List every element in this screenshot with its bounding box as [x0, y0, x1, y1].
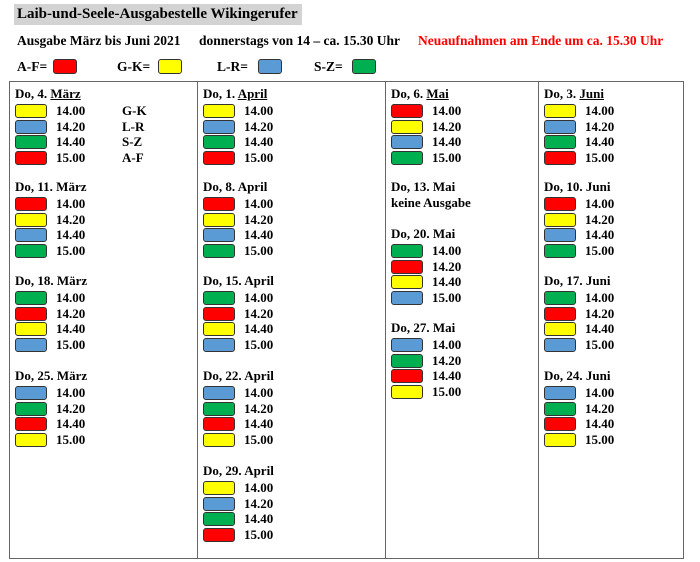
week-block [391, 86, 462, 166]
slot-time: 14.20 [585, 118, 615, 134]
slot-time: 15.00 [432, 150, 462, 166]
schedule-table [9, 81, 684, 559]
week-date [544, 368, 610, 384]
week-date [15, 368, 87, 384]
week-block [15, 368, 88, 448]
legend-swatch-a-f [53, 59, 77, 74]
slot-group: G-K [122, 103, 147, 118]
slot-time: 14.40 [244, 321, 274, 337]
slot-time: 14.40 [244, 227, 274, 243]
slot-time: 14.00 [585, 196, 615, 211]
slot-time: 14.20 [56, 305, 86, 321]
slot-time: 15.00 [585, 337, 615, 353]
week-date [391, 86, 449, 102]
slot-time: 14.20 [244, 400, 274, 416]
slot-color-swatch [544, 151, 576, 165]
slot-time: 14.00 [432, 337, 462, 352]
slot-time: 14.40 [432, 274, 462, 290]
slot-color-swatch [203, 528, 235, 542]
slot-color-swatch [203, 291, 235, 305]
week-day: Do, 8. [203, 179, 236, 194]
no-distribution-note: keine Ausgabe [391, 195, 471, 210]
slot-time: 15.00 [244, 243, 274, 259]
slot-color-swatch [203, 213, 235, 227]
slot-time: 14.20 [244, 211, 274, 227]
slot-color-swatch [203, 307, 235, 321]
week-block [203, 273, 274, 353]
week-day: Do, 6. [391, 86, 424, 101]
slot-time: 15.00 [244, 432, 274, 448]
slot-color-swatch [15, 386, 47, 400]
slot-group: A-F [122, 150, 144, 166]
slot-color-swatch [544, 228, 576, 242]
legend-label-g-k: G-K= [117, 59, 151, 74]
week-date [391, 320, 455, 336]
slot-color-swatch [391, 135, 423, 149]
slot-color-swatch [203, 402, 235, 416]
slot-color-swatch [544, 244, 576, 258]
slot-color-swatch [544, 433, 576, 447]
slot-time: 14.00 [244, 196, 274, 211]
week-month: Juni [585, 273, 611, 288]
week-block [391, 179, 471, 211]
slot-color-swatch [15, 213, 47, 227]
week-month: März [56, 179, 87, 194]
slot-color-swatch [203, 151, 235, 165]
week-date [203, 179, 267, 195]
slot-color-swatch [544, 307, 576, 321]
week-day: Do, 25. [15, 368, 54, 383]
week-block [391, 320, 462, 400]
week-month: März [56, 273, 88, 288]
legend-swatch-s-z [352, 59, 376, 74]
slot-color-swatch [203, 417, 235, 431]
slot-time: 14.00 [56, 196, 86, 211]
slot-time: 14.00 [585, 290, 615, 305]
week-month: März [56, 368, 88, 383]
slot-color-swatch [203, 497, 235, 511]
week-month: Juni [585, 368, 611, 383]
slot-color-swatch [544, 213, 576, 227]
slot-time: 14.00 [56, 103, 86, 118]
slot-time: 14.00 [244, 480, 274, 495]
week-block [544, 86, 615, 166]
slot-color-swatch [203, 244, 235, 258]
week-month: April [244, 463, 274, 478]
week-date [15, 179, 86, 195]
column-divider [385, 82, 386, 558]
week-date [15, 273, 87, 289]
slot-color-swatch [391, 338, 423, 352]
slot-color-swatch [544, 291, 576, 305]
week-day: Do, 24. [544, 368, 583, 383]
slot-time: 14.00 [244, 103, 274, 118]
slot-color-swatch [15, 307, 47, 321]
slot-time: 14.40 [585, 227, 615, 243]
slot-color-swatch [391, 104, 423, 118]
slot-color-swatch [203, 433, 235, 447]
week-month: Juni [579, 86, 604, 101]
slot-time: 15.00 [56, 243, 86, 259]
week-date [544, 179, 610, 195]
slot-group: S-Z [122, 134, 143, 150]
week-day: Do, 11. [15, 179, 53, 194]
slot-color-swatch [203, 228, 235, 242]
slot-color-swatch [15, 291, 47, 305]
slot-color-swatch [544, 104, 576, 118]
week-date [203, 463, 274, 479]
week-month: April [244, 368, 274, 383]
slot-color-swatch [15, 120, 47, 134]
slot-time: 14.40 [56, 134, 86, 150]
slot-color-swatch [15, 417, 47, 431]
slot-time: 14.20 [432, 118, 462, 134]
legend-label-a-f: A-F= [17, 59, 48, 74]
week-date [203, 368, 274, 384]
slot-time: 14.20 [56, 211, 86, 227]
slot-color-swatch [15, 402, 47, 416]
slot-color-swatch [544, 197, 576, 211]
week-day: Do, 15. [203, 273, 242, 288]
slot-color-swatch [203, 135, 235, 149]
slot-time: 15.00 [56, 337, 86, 353]
slot-time: 15.00 [244, 527, 274, 543]
slot-time: 14.20 [585, 211, 615, 227]
column-divider [538, 82, 539, 558]
slot-color-swatch [391, 275, 423, 289]
slot-time: 14.40 [585, 321, 615, 337]
slot-color-swatch [203, 386, 235, 400]
week-month: Mai [432, 320, 456, 335]
slot-color-swatch [203, 120, 235, 134]
week-date [15, 86, 81, 102]
slot-time: 14.00 [56, 385, 86, 400]
slot-time: 14.00 [432, 103, 462, 118]
week-month: April [237, 86, 268, 101]
slot-time: 14.00 [244, 290, 274, 305]
legend-swatch-g-k [158, 59, 182, 74]
slot-color-swatch [203, 481, 235, 495]
week-date [544, 273, 610, 289]
week-day: Do, 17. [544, 273, 583, 288]
week-date [391, 179, 471, 195]
distribution-period: Ausgabe März bis Juni 2021 [17, 33, 181, 48]
slot-time: 14.20 [432, 352, 462, 368]
week-month: April [237, 179, 268, 194]
slot-color-swatch [15, 151, 47, 165]
week-date [203, 86, 267, 102]
slot-time: 14.20 [432, 258, 462, 274]
week-day: Do, 29. [203, 463, 242, 478]
week-day: Do, 18. [15, 273, 54, 288]
week-month: März [50, 86, 81, 101]
legend-swatch-l-r [258, 59, 282, 74]
slot-time: 14.20 [585, 400, 615, 416]
slot-time: 14.00 [585, 103, 615, 118]
new-registrations-notice: Neuaufnahmen am Ende um ca. 15.30 Uhr [418, 33, 664, 48]
slot-time: 14.40 [585, 416, 615, 432]
week-day: Do, 1. [203, 86, 236, 101]
slot-time: 15.00 [56, 432, 86, 448]
slot-time: 14.20 [56, 118, 86, 134]
week-day: Do, 10. [544, 179, 583, 194]
slot-time: 14.40 [56, 321, 86, 337]
slot-color-swatch [544, 338, 576, 352]
slot-time: 14.40 [56, 416, 86, 432]
week-month: Mai [432, 226, 456, 241]
week-day: Do, 3. [544, 86, 577, 101]
slot-time: 14.20 [244, 118, 274, 134]
document-title: Laib-und-Seele-Ausgabestelle Wikingerufer [14, 4, 302, 25]
week-block [15, 273, 88, 353]
week-day: Do, 4. [15, 86, 48, 101]
week-day: Do, 20. [391, 226, 430, 241]
slot-time: 15.00 [244, 337, 274, 353]
slot-color-swatch [544, 417, 576, 431]
slot-color-swatch [15, 104, 47, 118]
week-block [15, 179, 87, 259]
week-date [391, 226, 455, 242]
slot-color-swatch [391, 354, 423, 368]
slot-color-swatch [544, 386, 576, 400]
slot-time: 14.40 [244, 416, 274, 432]
slot-color-swatch [203, 104, 235, 118]
slot-color-swatch [15, 244, 47, 258]
slot-time: 14.40 [56, 227, 86, 243]
slot-time: 15.00 [56, 150, 86, 166]
slot-time: 15.00 [585, 243, 615, 259]
legend-label-s-z: S-Z= [314, 59, 343, 74]
week-month: Juni [585, 179, 611, 194]
slot-time: 14.20 [244, 305, 274, 321]
slot-time: 15.00 [432, 384, 462, 400]
slot-time: 14.40 [432, 368, 462, 384]
slot-time: 14.00 [56, 290, 86, 305]
legend-label-l-r: L-R= [217, 59, 248, 74]
slot-time: 14.40 [432, 134, 462, 150]
slot-color-swatch [15, 338, 47, 352]
week-block [391, 226, 462, 306]
week-month: April [244, 273, 274, 288]
column-divider [197, 82, 198, 558]
slot-color-swatch [391, 151, 423, 165]
week-block [203, 463, 274, 543]
slot-color-swatch [391, 120, 423, 134]
slot-color-swatch [391, 260, 423, 274]
slot-color-swatch [15, 228, 47, 242]
slot-time: 15.00 [244, 150, 274, 166]
week-date [544, 86, 604, 102]
week-day: Do, 13. [391, 179, 430, 194]
week-block [544, 368, 615, 448]
slot-time: 14.00 [432, 243, 462, 258]
slot-time: 14.00 [585, 385, 615, 400]
slot-color-swatch [544, 322, 576, 336]
slot-color-swatch [15, 197, 47, 211]
slot-color-swatch [203, 338, 235, 352]
slot-color-swatch [391, 244, 423, 258]
slot-time: 15.00 [432, 290, 462, 306]
slot-time: 14.20 [56, 400, 86, 416]
slot-group: L-R [122, 118, 145, 134]
slot-time: 14.40 [244, 511, 274, 527]
slot-color-swatch [544, 135, 576, 149]
slot-color-swatch [544, 120, 576, 134]
slot-color-swatch [391, 291, 423, 305]
slot-color-swatch [15, 135, 47, 149]
week-block [203, 179, 274, 259]
slot-color-swatch [15, 433, 47, 447]
slot-color-swatch [391, 385, 423, 399]
week-block [15, 86, 147, 166]
slot-time: 14.20 [244, 495, 274, 511]
week-date [203, 273, 274, 289]
week-month: Mai [426, 86, 449, 101]
week-block [203, 86, 274, 166]
week-block [544, 179, 615, 259]
slot-color-swatch [391, 369, 423, 383]
slot-time: 14.00 [244, 385, 274, 400]
slot-time: 15.00 [585, 432, 615, 448]
slot-color-swatch [15, 322, 47, 336]
week-block [203, 368, 274, 448]
slot-color-swatch [203, 512, 235, 526]
slot-color-swatch [203, 197, 235, 211]
week-day: Do, 22. [203, 368, 242, 383]
slot-time: 14.40 [244, 134, 274, 150]
slot-time: 14.40 [585, 134, 615, 150]
slot-color-swatch [203, 322, 235, 336]
week-month: Mai [432, 179, 456, 194]
distribution-hours: donnerstags von 14 – ca. 15.30 Uhr [199, 33, 401, 48]
slot-time: 15.00 [585, 150, 615, 166]
week-day: Do, 27. [391, 320, 430, 335]
slot-time: 14.20 [585, 305, 615, 321]
slot-color-swatch [544, 402, 576, 416]
week-block [544, 273, 615, 353]
